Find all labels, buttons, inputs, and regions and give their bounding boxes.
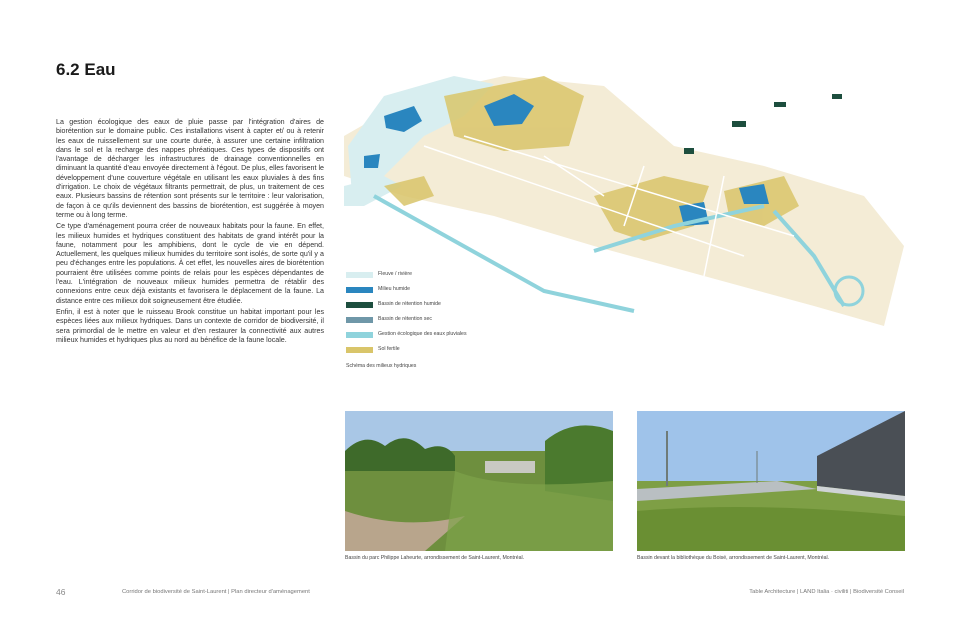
legend-label: Fleuve / rivière (378, 271, 413, 277)
photo-illustration (345, 411, 613, 551)
footer-left: Corridor de biodiversité de Saint-Laurent | Plan directeur d'aménagement (122, 589, 310, 595)
paragraph: Ce type d'aménagement pourra créer de nouveaux habitats pour la faune. En effet, les milieux humides et hydriques constituent des habitats de grand intérêt pour la faune, notamment pour les amphibiens, dont le cycle de vie en dépend. Actuellement, les quelques milieux humides du territoire sont isolés, de sorte qu'il y a peu d'échanges entre les populations. À cet effet, les nouvelles aires de biorétention pourraient être utilisées comme points de relais pour les espèces dépendantes de l'eau. L'intégration de nouveaux milieux humides permettra de rétablir des connexions entre ceux déjà existants et favorisera le déplacement de la faune. La distance entre ces milieux doit soigneusement être étudiée. (56, 222, 324, 305)
legend-swatch (346, 347, 373, 353)
legend-item (346, 270, 546, 285)
paragraph: La gestion écologique des eaux de pluie passe par l'intégration d'aires de biorétention sur le domaine public. Ces installations visent à capter et/ ou à retenir les eaux de ruissellement sur une courte durée, à assurer une certaine infiltration dans le sol et la recharge des nappes phréatiques. Ces types de dispositifs ont l'avantage de décharger les infrastructures de drainage conventionnelles en diminuant la quantité d'eau envoyée directement à l'égout. De plus, elles favorisent le développement d'une couverture végétale en utilisant les eaux pluviales à des fins d'irrigation. Le choix de végétaux filtrants permettrait, de plus, un traitement de ces eaux. Plusieurs bassins de rétention sont présents sur le territoire : leur valorisation, de façon à ce qu'ils deviennent des bassins de biorétention, est suggérée à moyen terme ou à long terme. (56, 118, 324, 219)
legend-swatch (346, 272, 373, 278)
legend-label: Milieu humide (378, 286, 411, 292)
legend-swatch (346, 332, 373, 338)
legend-item (346, 300, 546, 315)
legend-label: Gestion écologique des eaux pluviales (378, 331, 467, 337)
page-number: 46 (56, 587, 66, 597)
legend-label: Sol fertile (378, 346, 400, 352)
legend-item (346, 285, 546, 300)
photo-caption: Bassin du parc Philippe Laheurte, arrondissement de Saint-Laurent, Montréal. (345, 555, 525, 561)
photo-illustration (637, 411, 905, 551)
legend-item (346, 345, 546, 360)
map-legend (346, 270, 546, 369)
legend-caption: Schéma des milieux hydriques (346, 363, 417, 369)
photo-parc-philippe-laheurte (345, 411, 613, 551)
paragraph: Enfin, il est à noter que le ruisseau Brook constitue un habitat important pour les espèces liées aux milieux hydriques. Dans un contexte de corridor de biodiversité, il sera primordial de le mettre en valeur et d'en restaurer la connectivité aux autres milieux humides et hydriques plus au nord au bénéfice de la faune locale. (56, 307, 324, 344)
section-title: 6.2 Eau (56, 60, 116, 79)
body-text (56, 118, 324, 347)
legend-swatch (346, 302, 373, 308)
legend-swatch (346, 287, 373, 293)
legend-item (346, 330, 546, 345)
legend-swatch (346, 317, 373, 323)
map-wet-basins (684, 94, 842, 154)
legend-label: Bassin de rétention sec (378, 316, 432, 322)
photo-caption: Bassin devant la bibliothèque du Boisé, arrondissement de Saint-Laurent, Montréal. (637, 555, 830, 561)
legend-item (346, 315, 546, 330)
photo-bibliotheque-du-boise (637, 411, 905, 551)
legend-label: Bassin de rétention humide (378, 301, 441, 307)
footer-right: Table Architecture | LAND Italia · civiliti | Biodiversité Conseil (749, 589, 904, 595)
